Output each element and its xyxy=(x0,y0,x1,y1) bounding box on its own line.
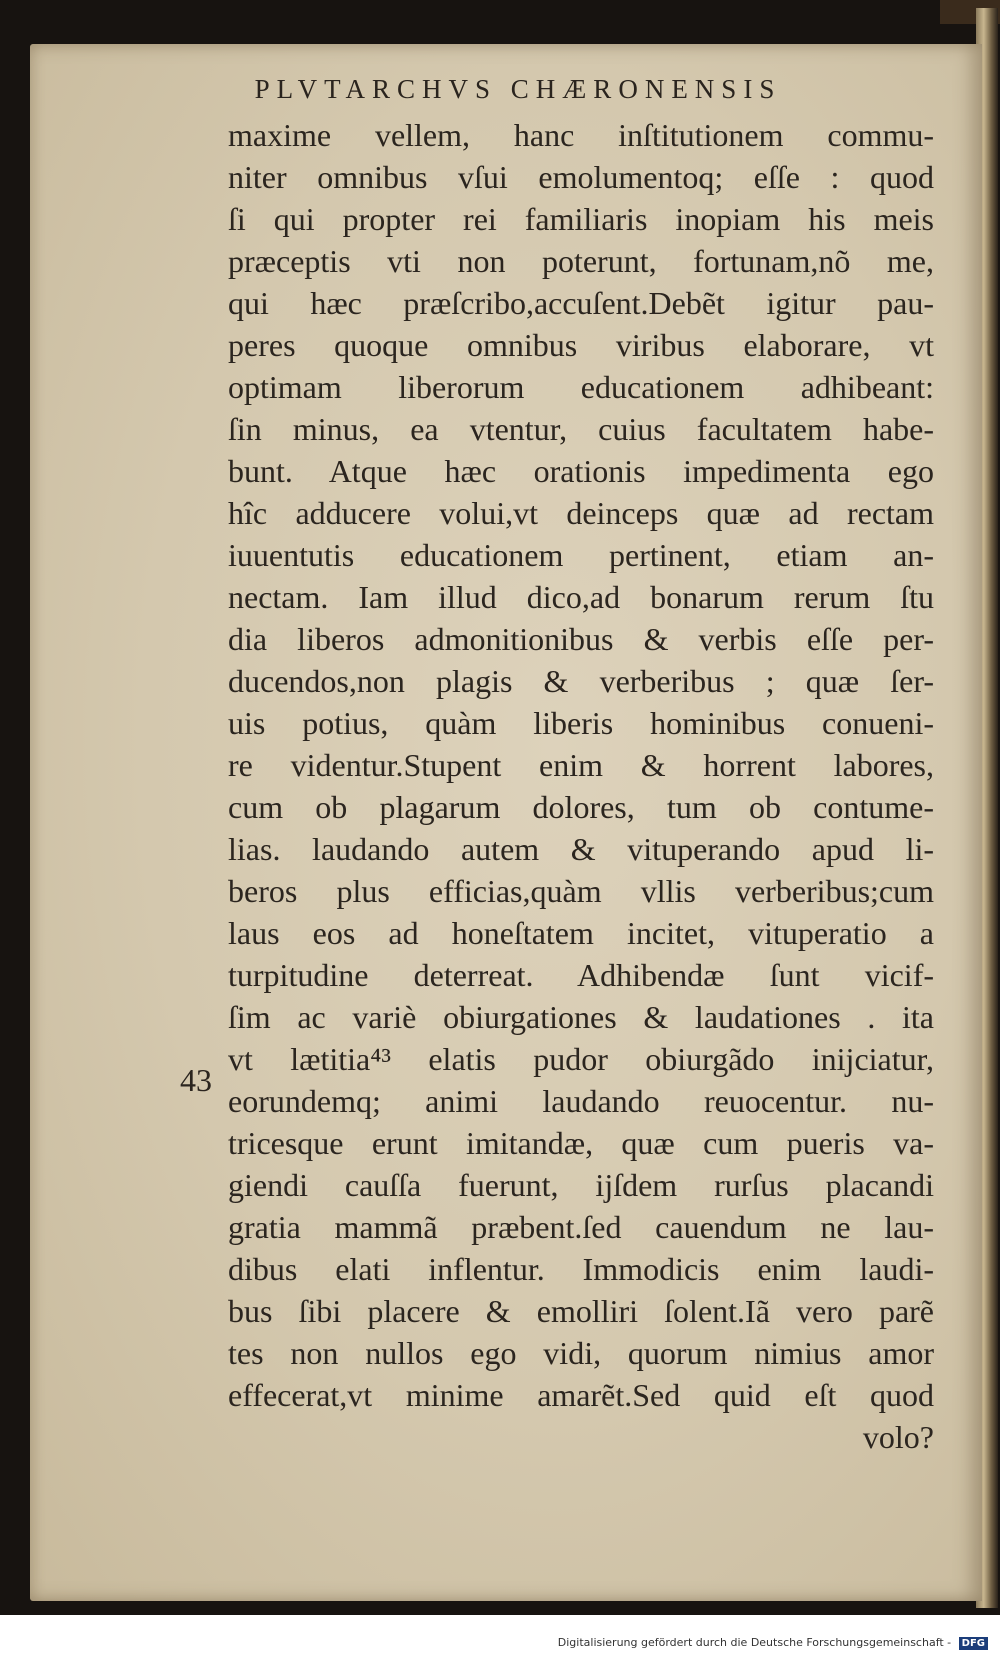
text-line: peres quoque omnibus viribus elaborare, vt xyxy=(228,327,934,363)
text-line: laus eos ad honeſtatem incitet, vituperatio a xyxy=(228,915,934,951)
text-line: bus ſibi placere & emolliri ſolent.Iã vero parẽ xyxy=(228,1293,934,1329)
dfg-logo[interactable]: DFG xyxy=(959,1637,988,1650)
funding-text: Digitalisierung gefördert durch die Deutsche Forschungsgemeinschaft - xyxy=(557,1636,952,1649)
catchword: volo? xyxy=(862,1419,934,1455)
text-line: dia liberos admonitionibus & verbis eſſe per- xyxy=(228,621,934,657)
text-line: tes non nullos ego vidi, quorum nimius amor xyxy=(228,1335,934,1371)
text-line: re videntur.Stupent enim & horrent labores, xyxy=(228,747,934,783)
text-line: bunt. Atque hæc orationis impedimenta ego xyxy=(228,453,934,489)
text-line: ducendos,non plagis & verberibus ; quæ ſer- xyxy=(228,663,934,699)
text-line: uis potius, quàm liberis hominibus conueni- xyxy=(228,705,934,741)
text-line: ſi qui propter rei familiaris inopiam his meis xyxy=(228,201,934,237)
text-line: tricesque erunt imitandæ, quæ cum pueris va- xyxy=(228,1125,934,1161)
margin-number: 43 xyxy=(180,1062,212,1098)
text-line: lias. laudando autem & vituperando apud li- xyxy=(228,831,934,867)
body-text xyxy=(228,114,934,1458)
text-line: ſin minus, ea vtentur, cuius facultatem habe- xyxy=(228,411,934,447)
text-line: cum ob plagarum dolores, tum ob contume- xyxy=(228,789,934,825)
text-line: eorundemq; animi laudando reuocentur. nu- xyxy=(228,1083,934,1119)
text-line: hîc adducere volui,vt deinceps quæ ad rectam xyxy=(228,495,934,531)
text-line: niter omnibus vſui emolumentoq; eſſe : quod xyxy=(228,159,934,195)
text-line: vt lætitia⁴³ elatis pudor obiurgãdo inijciatur, xyxy=(228,1041,934,1077)
text-line: præceptis vti non poterunt, fortunam,nõ me, xyxy=(228,243,934,279)
funding-footer xyxy=(0,1636,988,1650)
text-line: optimam liberorum educationem adhibeant: xyxy=(228,369,934,405)
text-line: giendi cauſſa fuerunt, ijſdem rurſus placandi xyxy=(228,1167,934,1203)
text-line: turpitudine deterreat. Adhibendæ ſunt vicif- xyxy=(228,957,934,993)
text-line: gratia mammã præbent.ſed cauendum ne lau- xyxy=(228,1209,934,1245)
text-line: nectam. Iam illud dico,ad bonarum rerum ſtu xyxy=(228,579,934,615)
text-line: beros plus efficias,quàm vllis verberibus;cum xyxy=(228,873,934,909)
text-line: dibus elati inflentur. Immodicis enim laudi- xyxy=(228,1251,934,1287)
text-line: iuuentutis educationem pertinent, etiam an- xyxy=(228,537,934,573)
text-line: ſim ac variè obiurgationes & laudationes . ita xyxy=(228,999,934,1035)
text-line: effecerat,vt minime amarẽt.Sed quid eſt quod xyxy=(228,1377,934,1413)
running-head: PLVTARCHVS CHÆRONENSIS xyxy=(254,74,782,104)
text-line: qui hæc præſcribo,accuſent.Debẽt igitur pau- xyxy=(228,285,934,321)
text-line: maxime vellem, hanc inſtitutionem commu- xyxy=(228,117,934,153)
